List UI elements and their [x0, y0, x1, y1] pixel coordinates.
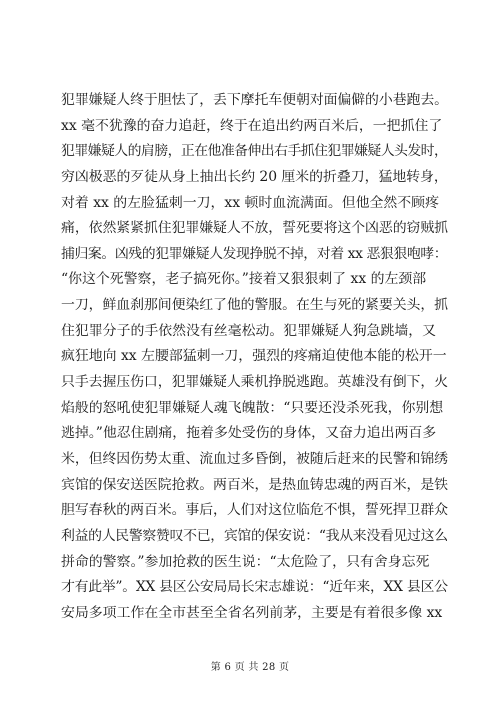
text-line: 胆写春秋的两百米。事后，人们对这位临危不惧，誓死捍卫群众: [61, 502, 448, 519]
text-line: 住犯罪分子的手依然没有丝毫松动。犯罪嫌疑人狗急跳墙，又: [61, 322, 437, 339]
text-line: 只手去握压伤口，犯罪嫌疑人乘机挣脱逃跑。英雄没有倒下，火: [61, 374, 448, 391]
text-line: 捕归案。凶残的犯罪嫌疑人发现挣脱不掉，对着 xx 恶狠狠咆哮：: [61, 245, 448, 262]
text-line: 拼命的警察。”参加抢救的医生说：“太危险了，只有舍身忘死: [61, 553, 430, 570]
text-line: 逃掉。”他忍住剧痛，拖着多处受伤的身体，又奋力追出两百多: [61, 425, 437, 442]
text-line: 疯狂地向 xx 左腰部猛刺一刀，强烈的疼痛迫使他本能的松开一: [61, 348, 447, 365]
text-line: 才有此举”。XX 县区公安局局长宋志雄说：“近年来，XX 县区公: [61, 579, 448, 596]
text-line: 利益的人民警察赞叹不已，宾馆的保安说：“我从来没看见过这么: [61, 527, 448, 544]
text-line: 一刀，鲜血刹那间便染红了他的警服。在生与死的紧要关头，抓: [61, 297, 448, 314]
body-text: [61, 88, 448, 626]
text-line: 对着 xx 的左脸猛刺一刀，xx 顿时血流满面。但他全然不顾疼: [61, 194, 439, 211]
text-line: 米，但终因伤势太重、流血过多昏倒，被随后赶来的民警和锦绣: [61, 450, 448, 467]
text-line: 犯罪嫌疑人的肩膀，正在他准备伸出右手抓住犯罪嫌疑人头发时，: [61, 143, 448, 160]
text-line: “你这个死警察，老子搞死你。”接着又狠狠刺了 xx 的左颈部: [61, 271, 427, 288]
page-footer: 第 6 页 共 28 页: [210, 662, 290, 673]
text-line: xx 毫不犹豫的奋力追赶，终于在追出约两百米后，一把抓住了: [61, 117, 443, 134]
text-line: 穷凶极恶的歹徒从身上抽出长约 20 厘米的折叠刀，猛地转身，: [61, 168, 448, 185]
text-line: 犯罪嫌疑人终于胆怯了，丢下摩托车便朝对面偏僻的小巷跑去。: [61, 92, 448, 108]
text-line: 痛，依然紧紧抓住犯罪嫌疑人不放，誓死要将这个凶恶的窃贼抓: [61, 220, 448, 237]
text-line: 焰般的怒吼使犯罪嫌疑人魂飞魄散：“只要还没杀死我，你别想: [61, 399, 444, 416]
text-line: 宾馆的保安送医院抢救。两百米，是热血铸忠魂的两百米，是铁: [61, 476, 448, 493]
text-line: 安局多项工作在全市甚至全省名列前茅，主要是有着很多像 xx: [61, 604, 443, 621]
